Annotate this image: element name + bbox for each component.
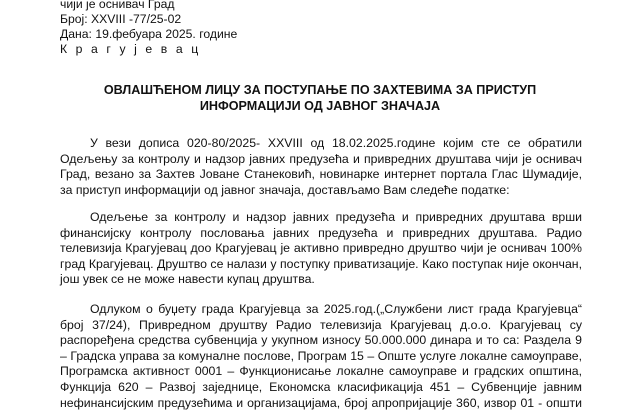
paragraph-line: У вези дописа 020-80/2025- XXVIII од 18.02.2025.године којим сте се обратили [90, 136, 582, 150]
paragraph-budget [60, 302, 582, 411]
paragraph-line: град Крагујевац. Друштво се налази у поступку приватизације. Како поступак није окончан, [60, 256, 582, 271]
paragraph-line: број 37/24), Привредном друштву Радио телевизија Крагујевац д.о.о. Крагујевац су [60, 317, 582, 332]
paragraph-line: Функција 620 – Развој заједнице, Економска класификација 451 – Субвенције јавним [60, 379, 582, 394]
document-place: К р а г у ј е в а ц [60, 42, 201, 56]
document-date: Дана: 19.фебуара 2025. године [60, 27, 238, 41]
paragraph-line: Програмска активност 0001 – Функционисање локалне самоуправе и градских општина, [60, 364, 582, 379]
paragraph-line: Одлуком о буџету града Крагујевца за 2025.год.(„Службени лист града Крагујевца“ [90, 302, 582, 316]
paragraph-line: за приступ информацији од јавног значаја, достављамо Вам следеће податке: [60, 182, 510, 197]
paragraph-line: још увек се не може навести купац друштва. [60, 272, 315, 287]
paragraph-intro [60, 136, 582, 198]
paragraph-line: нефинансијским предузећима и организацијама, број апропријације 360, извор 01 - општи [60, 395, 582, 410]
paragraph-line: Одељењу за контролу и надзор јавних предузећа и привредних друштава чији је оснивач [60, 151, 582, 166]
paragraph-line: Град, везано за Захтев Јоване Станековић, новинарке интернет портала Глас Шумадије, [60, 167, 582, 182]
paragraph-line: финансијску контролу пословања јавних предузећа и привредних друштава. Радио [60, 225, 582, 240]
paragraph-line: распоређена средства субвенција у укупном износу 50.000.000 динара и то са: Раздела 9 [60, 333, 582, 348]
paragraph-department [60, 210, 582, 288]
title-line: ОВЛАШЋЕНОМ ЛИЦУ ЗА ПОСТУПАЊЕ ПО ЗАХТЕВИМА ЗА ПРИСТУП [103, 83, 537, 97]
document-number: Број: XXVIII -77/25-02 [60, 12, 182, 26]
header-founder-line: чији је оснивач Град [60, 0, 175, 11]
title-line: ИНФОРМАЦИЈИ ОД ЈАВНОГ ЗНАЧАЈА [199, 99, 441, 113]
paragraph-line: телевизија Крагујевац доо Крагујевац је активно привредно друштво чији је оснивач 100% [60, 241, 582, 256]
paragraph-line: Одељење за контролу и надзор јавних предузећа и привредних друштава врши [90, 210, 582, 224]
document-title [60, 82, 580, 114]
paragraph-line: – Градска управа за комуналне послове, Програм 15 – Опште услуге локалне самоуправе, [60, 348, 582, 363]
